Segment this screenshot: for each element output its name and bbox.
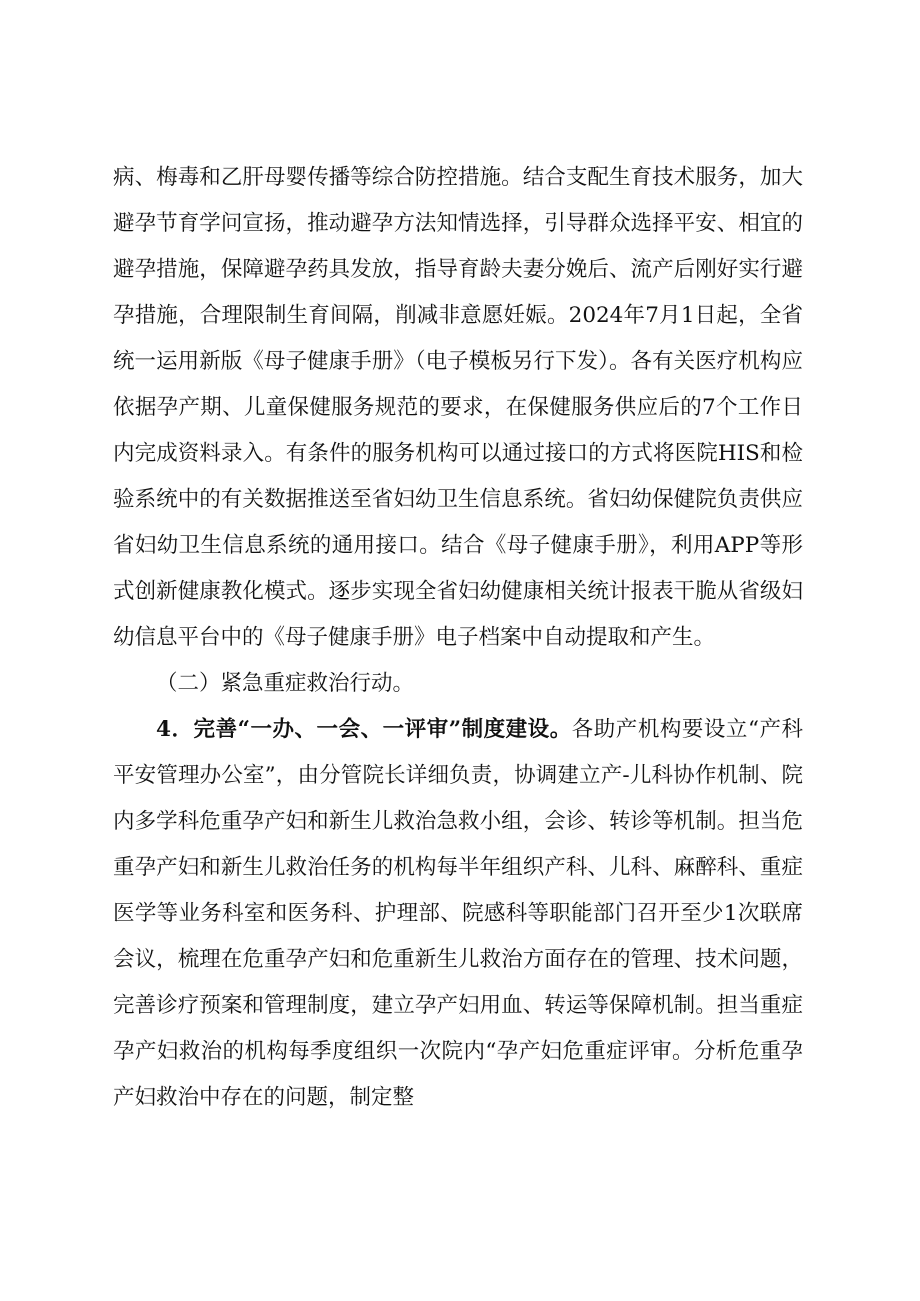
item-heading: 4．完善“一办、一会、一评审”制度建设。 bbox=[156, 717, 572, 742]
section-heading-text: （二）紧急重症救治行动。 bbox=[156, 671, 415, 696]
paragraph-text: 病、梅毒和乙肝母婴传播等综合防控措施。结合支配生育技术服务，加大避孕节育学问宣扬，推动避孕方法知情选择，引导群众选择平安、相宜的避孕措施，保障避孕药具发放，指导育龄夫妻分娩后、流产后刚好实行避孕措施，合理限制生育间隔，削减非意愿妊娠。2024年7月1日起，全省统一运用新版《母子健康手册》（电子模板另行下发）。各有关医疗机构应依据孕产期、儿童保健服务规范的要求，在保健服务供应后的7个工作日内完成资料录入。有条件的服务机构可以通过接口的方式将医院HIS和检验系统中的有关数据推送至省妇幼卫生信息系统。省妇幼保健院负责供应省妇幼卫生信息系统的通用接口。结合《母子健康手册》，利用APP等形式创新健康教化模式。逐步实现全省妇幼健康相关统计报表干脆从省级妇幼信息平台中的《母子健康手册》电子档案中自动提取和产生。 bbox=[113, 165, 803, 650]
section-heading-emergency-treatment bbox=[113, 661, 803, 707]
paragraph-text: 各助产机构要设立“产科平安管理办公室”，由分管院长详细负责，协调建立产-儿科协作机制、院内多学科危重孕产妇和新生儿救治急救小组，会诊、转诊等机制。担当危重孕产妇和新生儿救治任务的机构每半年组织产科、儿科、麻醉科、重症医学等业务科室和医务科、护理部、院感科等职能部门召开至少1次联席会议，梳理在危重孕产妇和危重新生儿救治方面存在的管理、技术问题，完善诊疗预案和管理制度，建立孕产妇用血、转运等保障机制。担当重症孕产妇救治的机构每季度组织一次院内“孕产妇危重症评审。分析危重孕产妇救治中存在的问题，制定整 bbox=[113, 717, 803, 1110]
paragraph-contraception-and-handbook bbox=[113, 155, 803, 661]
document-body bbox=[113, 155, 803, 1121]
paragraph-system-construction bbox=[113, 707, 803, 1121]
